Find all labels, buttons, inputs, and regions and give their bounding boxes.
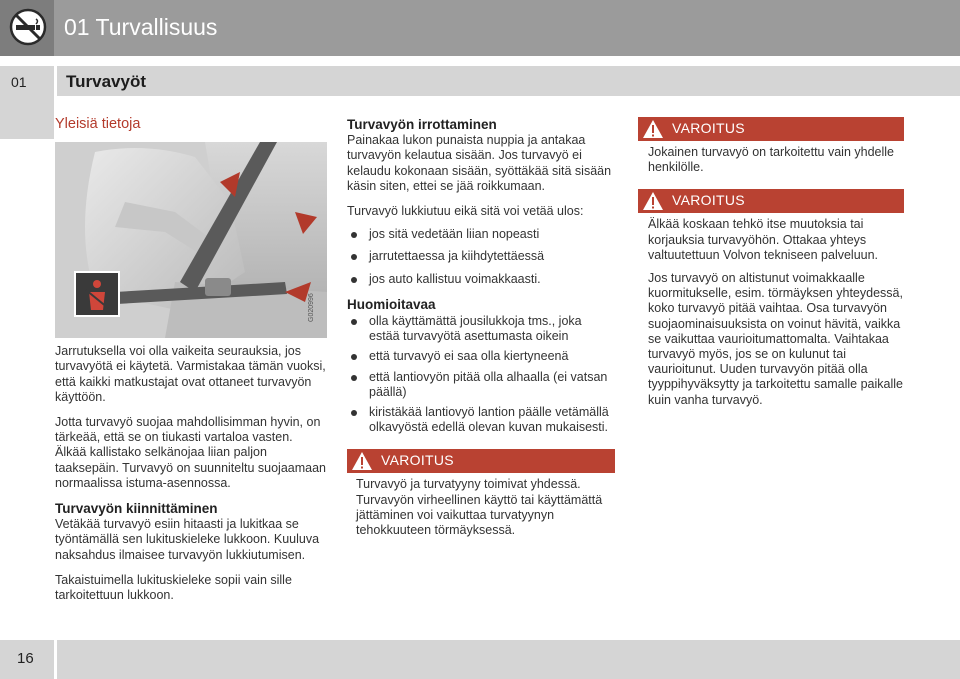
list-item: jos auto kallistuu voimakkaasti. <box>347 272 615 287</box>
warning-box <box>347 449 615 538</box>
seatbelt-illustration <box>55 142 327 338</box>
page-number: 16 <box>17 650 34 667</box>
list-item: kiristäkää lantiovyö lantion päälle vetämällä olkavyöstä edellä olevan kuvan mukaisesti. <box>347 405 615 435</box>
warning-triangle-icon <box>642 191 664 211</box>
list-item: jos sitä vedetään liian nopeasti <box>347 227 615 242</box>
notes-list <box>347 314 615 435</box>
column-middle <box>347 117 615 548</box>
fastening-heading: Turvavyön kiinnittäminen <box>55 501 218 517</box>
column-left <box>55 117 327 613</box>
warning-label: VAROITUS <box>672 120 745 136</box>
notes-heading: Huomioitavaa <box>347 296 436 312</box>
no-smoking-icon <box>9 8 47 46</box>
header-icon-box <box>0 0 54 56</box>
chapter-number: 01 <box>11 74 27 90</box>
list-item: olla käyttämättä jousilukkoja tms., joka estää turvavyötä asettumasta oikein <box>347 314 615 344</box>
paragraph: Jotta turvavyö suojaa mahdollisimman hyvin, on tärkeää, että se on tiukasti vartaloa vasten. Älkää kallistako selkänojaa liian paljon taaksepäin. Turvavyö on suunniteltu suojaamaan normaalissa istuma-asennossa. <box>55 415 327 490</box>
paragraph: Jarrutuksella voi olla vaikeita seurauksia, jos turvavyötä ei käytetä. Varmistakaa tämän vuoksi, että kaikki matkustajat ovat ottaneet turvavyön käyttöön. <box>55 344 326 404</box>
warning-label: VAROITUS <box>381 452 454 469</box>
warning-text: Jokainen turvavyö on tarkoitettu vain yhdelle henkilölle. <box>648 145 894 175</box>
list-item: että lantiovyön pitää olla alhaalla (ei vatsan päällä) <box>347 370 615 400</box>
paragraph: Takaistuimella lukituskieleke sopii vain sille tarkoitettuun lukkoon. <box>55 572 292 603</box>
illustration-code: G020996 <box>308 293 315 323</box>
page-number-box <box>0 640 54 679</box>
warning-box <box>638 117 904 175</box>
list-item: jarrutettaessa ja kiihdytettäessä <box>347 249 615 264</box>
list-item: että turvavyö ei saa olla kiertyneenä <box>347 349 615 364</box>
warning-header <box>638 117 904 141</box>
paragraph: Painakaa lukon punaista nuppia ja antakaa turvavyön kelautua sisään. Jos turvavyö ei kelaudu kokonaan sisään, syöttäkää sitä sisään käsin siten, ettei se jää roikkumaan. <box>347 133 612 193</box>
warning-text: Jos turvavyö on altistunut voimakkaalle kuormitukselle, esim. törmäyksen yhteydessä, koko turvavyö pitää vaihtaa. Osa turvavyön suojaominaisuuksista on voinut hävitä, vaikka se vaikuttaa vaurioitumattomalta. Vaihtakaa turvavyö myös, jos se on kulunut tai vaurioitunut. Uuden turvavyön pitää olla tyyppihyväksytty ja tarkoitettu samalle paikalle kuin vanha turvavyö. <box>648 271 903 407</box>
section-title: Turvavyöt <box>66 72 146 91</box>
seatbelt-figure <box>55 142 327 338</box>
column-right <box>638 117 904 418</box>
lock-conditions-list <box>347 227 615 287</box>
warning-triangle-icon <box>351 451 373 471</box>
warning-header <box>638 189 904 213</box>
warning-text: Turvavyö ja turvatyyny toimivat yhdessä. Turvavyön virheellinen käyttö tai käyttämättä jättäminen voi vaikuttaa turvatyynyn tehokkuuteen törmäyksessä. <box>356 477 603 538</box>
warning-text: Älkää koskaan tehkö itse muutoksia tai korjauksia turvavyöhön. Ottakaa yhteys valtuutettuun Volvon tekniseen palveluun. <box>648 217 879 262</box>
warning-triangle-icon <box>642 119 664 139</box>
chapter-title: 01 Turvallisuus <box>64 14 218 40</box>
warning-box <box>638 189 904 407</box>
warning-label: VAROITUS <box>672 192 745 209</box>
paragraph: Turvavyö lukkiutuu eikä sitä voi vetää ulos: <box>347 204 584 219</box>
chapter-tab <box>0 66 54 139</box>
warning-header <box>347 449 615 473</box>
general-info-heading: Yleisiä tietoja <box>55 116 141 132</box>
section-bar <box>57 66 960 96</box>
page-header <box>0 0 960 56</box>
paragraph: Vetäkää turvavyö esiin hitaasti ja lukitkaa se työntämällä sen lukituskieleke lukkoon. Kuuluva naksahdus ilmaisee turvavyön lukkiutumisen. <box>55 517 320 562</box>
footer-bar <box>57 640 960 679</box>
unfastening-heading: Turvavyön irrottaminen <box>347 117 497 132</box>
